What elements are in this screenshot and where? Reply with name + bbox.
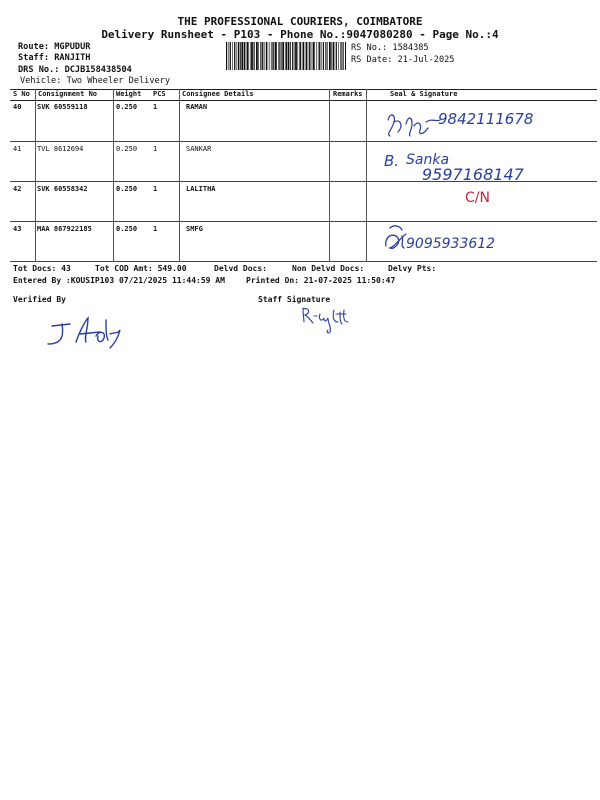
column-divider	[179, 89, 180, 262]
signature-row-41	[382, 146, 532, 186]
barcode-bar	[325, 42, 326, 70]
col-header-signature: Seal & Signature	[390, 90, 458, 98]
barcode-bar	[331, 42, 332, 70]
barcode-bar	[294, 42, 295, 70]
row-consignment: SVK 60558342	[37, 185, 88, 193]
barcode-bar	[260, 42, 261, 70]
barcode-bar	[281, 42, 282, 70]
col-header-remarks: Remarks	[333, 90, 363, 98]
col-header-pcs: PCS	[153, 90, 166, 98]
svg-text:9597168147: 9597168147	[422, 165, 524, 184]
barcode-bar	[341, 42, 342, 70]
barcode-bar	[234, 42, 235, 70]
barcode-bar	[244, 42, 245, 70]
barcode-bar	[240, 42, 241, 70]
svg-text:9095933612: 9095933612	[406, 236, 496, 252]
barcode-bar	[282, 42, 284, 70]
row-consignee: SMFG	[186, 225, 203, 233]
barcode-bar	[256, 42, 258, 70]
verified-by-signature	[44, 312, 144, 352]
svg-text:B.: B.	[384, 152, 400, 170]
svg-text:9842111678: 9842111678	[438, 110, 534, 128]
signature-row-40	[380, 108, 550, 142]
barcode-bar	[251, 42, 253, 70]
drs-number: DRS No.: DCJB158438504	[18, 65, 132, 75]
printed-on: Printed On: 21-07-2025 11:50:47	[246, 276, 396, 285]
route-label: Route: MGPUDUR	[18, 42, 91, 52]
staff-signature-label: Staff Signature	[258, 295, 331, 304]
barcode-bar	[238, 42, 239, 70]
column-divider	[366, 89, 367, 262]
barcode-bar	[340, 42, 341, 70]
signature-row-42: C/N	[465, 190, 490, 206]
barcode-bar	[264, 42, 265, 70]
column-divider	[113, 89, 114, 262]
barcode-bar	[246, 42, 247, 70]
barcode-bar	[318, 42, 319, 70]
barcode-bar	[303, 42, 305, 70]
rs-number: RS No.: 1584385	[351, 43, 429, 53]
total-docs: Tot Docs: 43	[13, 264, 71, 273]
row-pcs: 1	[153, 103, 158, 111]
barcode-bar	[241, 42, 243, 70]
barcode-bar	[312, 42, 313, 70]
barcode-bar	[316, 42, 317, 70]
barcode-bar	[278, 42, 279, 70]
barcode-bar	[236, 42, 237, 70]
barcode-bar	[333, 42, 335, 70]
column-divider	[35, 89, 36, 262]
barcode-bar	[313, 42, 315, 70]
row-pcs: 1	[153, 185, 158, 193]
barcode-bar	[329, 42, 331, 70]
row-consignee: RAMAN	[186, 103, 208, 111]
rs-date: RS Date: 21-Jul-2025	[351, 55, 455, 65]
row-pcs: 1	[153, 225, 158, 233]
barcode-bar	[309, 42, 310, 70]
barcode-bar	[266, 42, 267, 70]
row-weight: 0.250	[116, 103, 138, 111]
barcode-bar	[279, 42, 280, 70]
barcode-bar	[258, 42, 259, 70]
row-consignee: LALITHA	[186, 185, 216, 193]
row-weight: 0.250	[116, 225, 138, 233]
barcode-bar	[275, 42, 277, 70]
barcode-bar	[343, 42, 344, 70]
barcode-bar	[285, 42, 287, 70]
barcode-bar	[226, 42, 227, 70]
barcode-bar	[288, 42, 289, 70]
barcode-image	[226, 42, 346, 70]
total-cod-amount: Tot COD Amt: 549.00	[95, 264, 187, 273]
barcode-bar	[262, 42, 263, 70]
entered-by: Entered By :KOUSIP103 07/21/2025 11:44:59 AM	[13, 276, 225, 285]
barcode-bar	[311, 42, 312, 70]
row-weight: 0.250	[116, 145, 138, 153]
barcode-bar	[299, 42, 301, 70]
barcode-bar	[336, 42, 337, 70]
barcode-bar	[338, 42, 339, 70]
row-consignment: TVL 8612694	[37, 145, 84, 153]
barcode-bar	[268, 42, 269, 70]
barcode-bar	[230, 42, 231, 70]
row-sno: 41	[13, 145, 22, 153]
col-header-sno: S No	[13, 90, 30, 98]
non-delivered-docs: Non Delvd Docs:	[292, 264, 365, 273]
barcode-bar	[319, 42, 320, 70]
staff-label: Staff: RANJITH	[18, 53, 91, 63]
barcode-bar	[273, 42, 274, 70]
barcode-bar	[229, 42, 230, 70]
row-sno: 43	[13, 225, 22, 233]
col-header-consignee: Consignee Details	[182, 90, 254, 98]
company-title: THE PROFESSIONAL COURIERS, COIMBATORE	[177, 15, 423, 28]
row-consignment: SVK 60559118	[37, 103, 88, 111]
barcode-bar	[327, 42, 328, 70]
row-weight: 0.250	[116, 185, 138, 193]
barcode-bar	[232, 42, 233, 70]
vehicle-label: Vehicle: Two Wheeler Delivery	[20, 76, 171, 86]
row-sno: 40	[13, 103, 22, 111]
barcode-bar	[254, 42, 255, 70]
delivered-docs: Delvd Docs:	[214, 264, 267, 273]
row-consignment: MAA 867922185	[37, 225, 92, 233]
barcode-bar	[323, 42, 324, 70]
row-consignee: SANKAR	[186, 145, 212, 153]
col-header-consignment: Consignment No	[38, 90, 98, 98]
barcode-bar	[250, 42, 251, 70]
barcode-bar	[345, 42, 346, 70]
barcode-bar	[298, 42, 299, 70]
barcode-bar	[271, 42, 272, 70]
verified-by-label: Verified By	[13, 295, 66, 304]
delivery-points: Delvy Pts:	[388, 264, 437, 273]
barcode-bar	[306, 42, 308, 70]
barcode-bar	[292, 42, 293, 70]
row-sno: 42	[13, 185, 22, 193]
column-divider	[329, 89, 330, 262]
barcode-bar	[290, 42, 291, 70]
table-header-border	[10, 100, 597, 101]
staff-signature	[300, 304, 360, 328]
barcode-bar	[321, 42, 322, 70]
svg-text:Sanka: Sanka	[406, 152, 450, 168]
runsheet-subtitle: Delivery Runsheet - P103 - Phone No.:9047080280 - Page No.:4	[101, 28, 499, 41]
signature-row-43	[382, 222, 532, 258]
barcode-bar	[295, 42, 297, 70]
barcode-bar	[270, 42, 271, 70]
row-pcs: 1	[153, 145, 158, 153]
barcode-bar	[247, 42, 249, 70]
table-bottom-border	[10, 261, 597, 262]
col-header-weight: Weight	[116, 90, 142, 98]
table-top-border	[10, 89, 597, 90]
